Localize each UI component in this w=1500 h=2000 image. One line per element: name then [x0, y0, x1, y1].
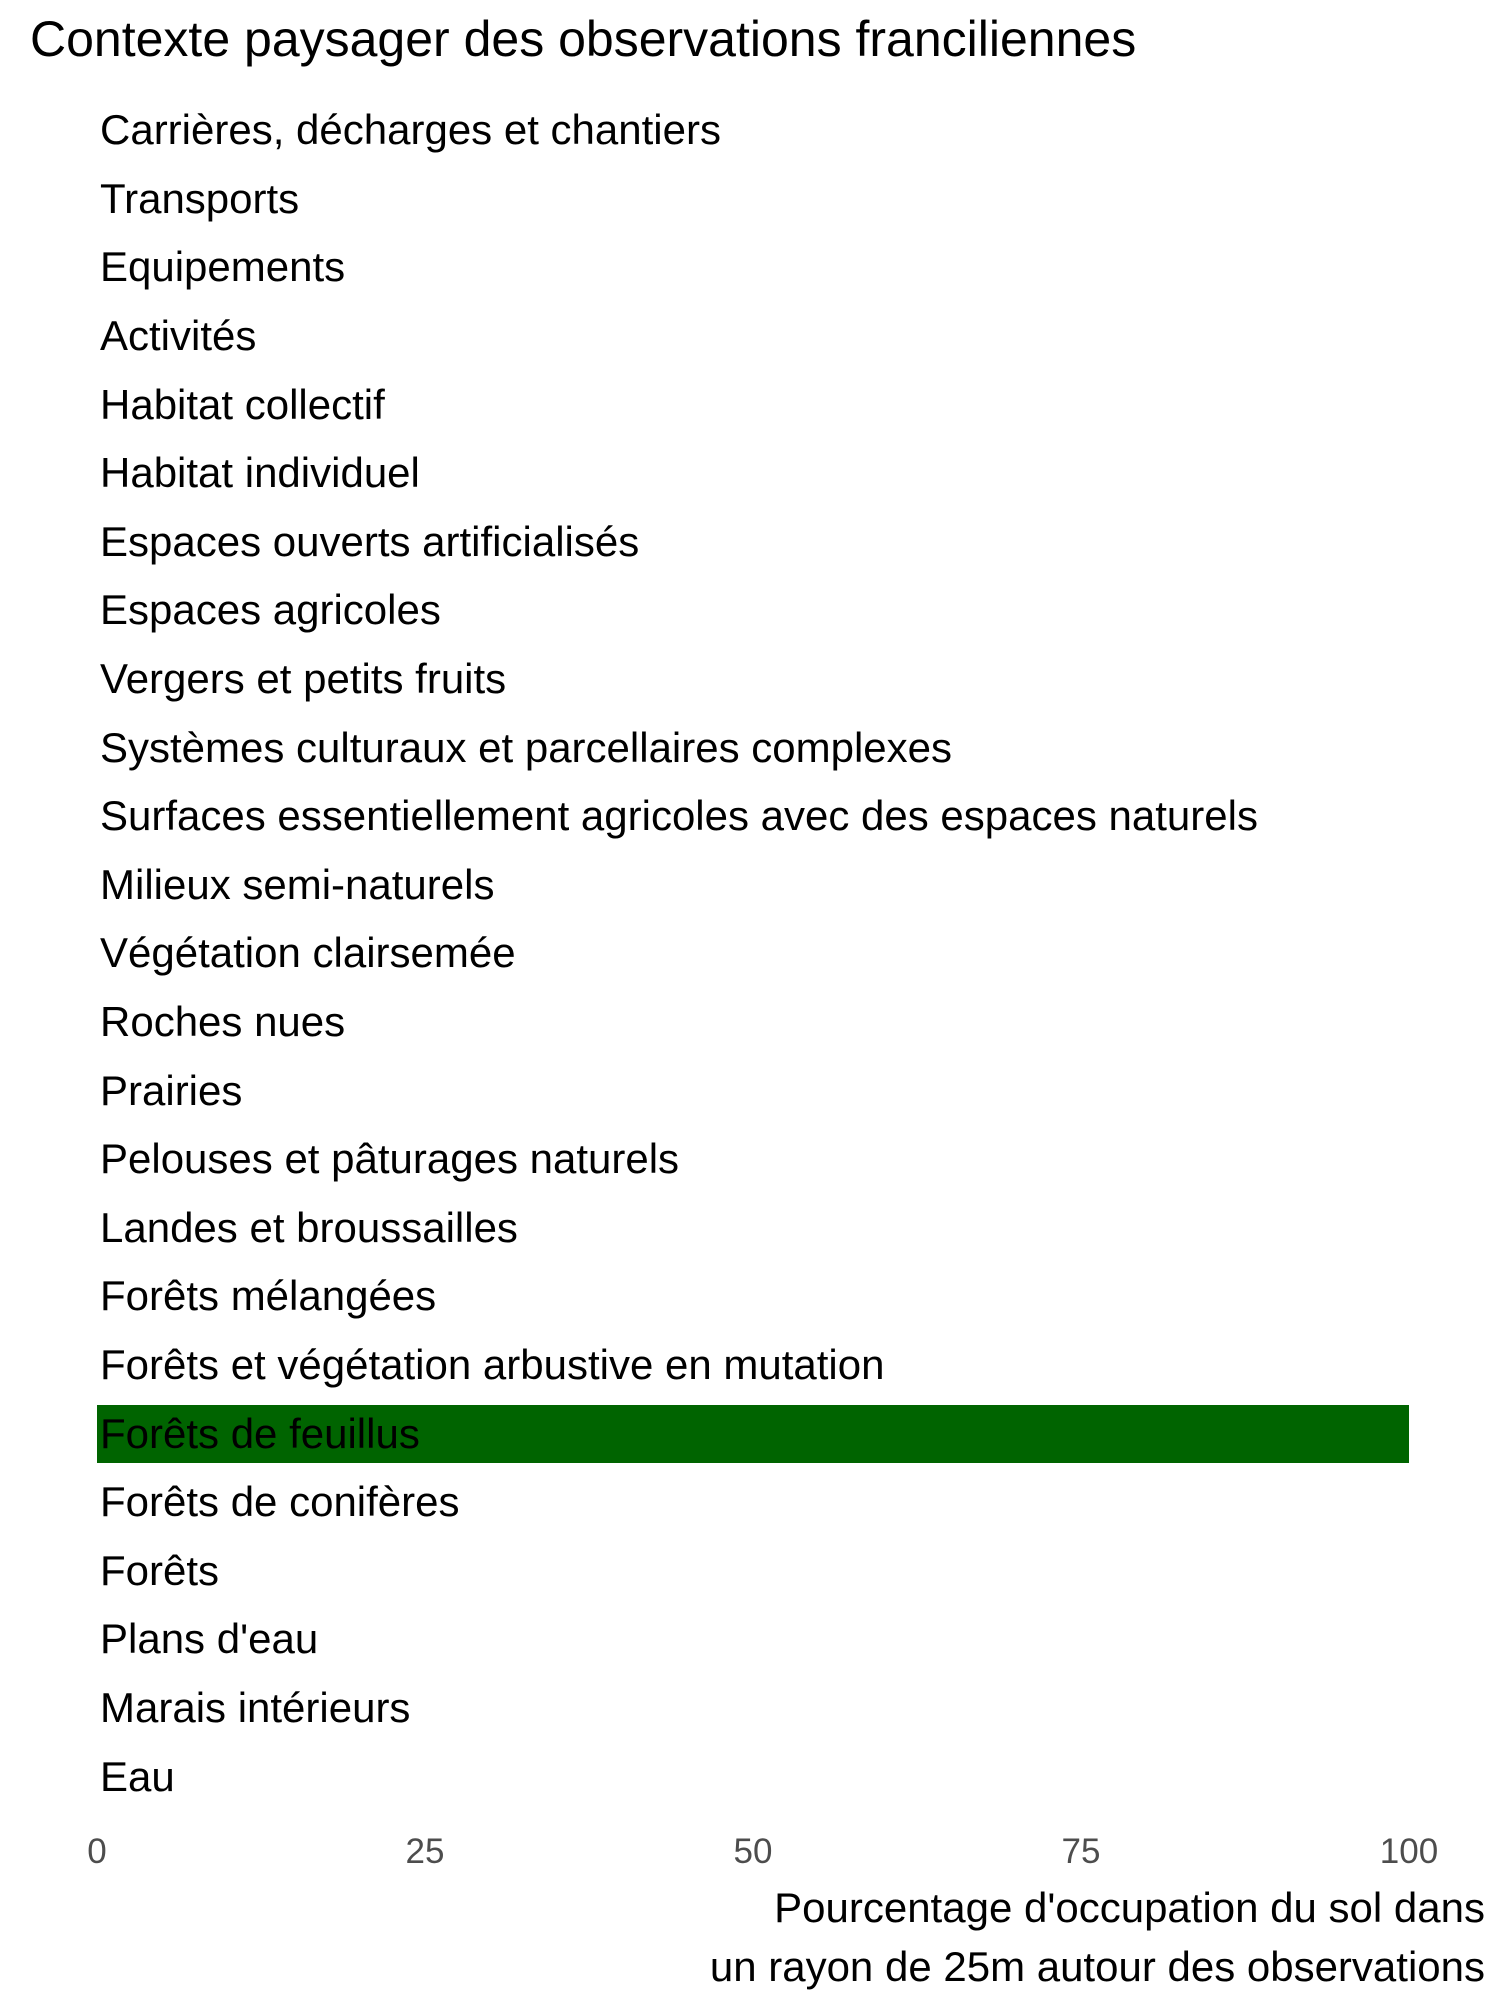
category-label: Milieux semi-naturels — [100, 860, 495, 908]
category-label: Pelouses et pâturages naturels — [100, 1135, 680, 1183]
category-row — [0, 233, 1500, 302]
category-label: Espaces agricoles — [100, 586, 441, 634]
category-label: Forêts mélangées — [100, 1272, 437, 1320]
category-row — [0, 576, 1500, 645]
category-row — [0, 508, 1500, 577]
x-axis-title — [710, 1878, 1485, 1996]
category-label: Habitat individuel — [100, 449, 420, 497]
category-row — [0, 96, 1500, 165]
category-label: Habitat collectif — [100, 380, 385, 428]
category-label: Forêts de feuillus — [100, 1409, 420, 1457]
category-label: Forêts — [100, 1546, 220, 1594]
category-row — [0, 1399, 1500, 1468]
category-row — [0, 302, 1500, 371]
category-row — [0, 851, 1500, 920]
x-tick-label: 100 — [1379, 1832, 1439, 1871]
category-row — [0, 1125, 1500, 1194]
category-row — [0, 439, 1500, 508]
x-axis — [0, 1832, 1500, 1876]
category-label: Systèmes culturaux et parcellaires complexes — [100, 723, 953, 771]
category-label: Equipements — [100, 243, 346, 291]
category-row — [0, 1605, 1500, 1674]
category-label: Forêts de conifères — [100, 1478, 460, 1526]
category-label: Transports — [100, 174, 300, 222]
x-tick-label: 0 — [87, 1832, 107, 1871]
category-row — [0, 988, 1500, 1057]
category-row — [0, 1468, 1500, 1537]
category-row — [0, 1536, 1500, 1605]
chart-title: Contexte paysager des observations franciliennes — [30, 11, 1137, 67]
category-label: Activités — [100, 312, 257, 360]
category-row — [0, 1742, 1500, 1811]
category-row — [0, 1056, 1500, 1125]
category-row — [0, 713, 1500, 782]
category-row — [0, 919, 1500, 988]
category-row — [0, 645, 1500, 714]
category-label: Plans d'eau — [100, 1615, 319, 1663]
category-label: Surfaces essentiellement agricoles avec des espaces naturels — [100, 792, 1258, 840]
category-row — [0, 782, 1500, 851]
category-row — [0, 165, 1500, 234]
category-label: Vergers et petits fruits — [100, 655, 507, 703]
category-label: Végétation clairsemée — [100, 929, 516, 977]
category-row — [0, 370, 1500, 439]
category-row — [0, 1331, 1500, 1400]
x-tick-label: 75 — [1061, 1832, 1101, 1871]
category-row — [0, 1194, 1500, 1263]
category-label: Carrières, décharges et chantiers — [100, 106, 721, 154]
x-axis-title-line-2: un rayon de 25m autour des observations — [709, 1943, 1485, 1990]
x-axis-title-line-1: Pourcentage d'occupation du sol dans — [774, 1884, 1485, 1931]
category-label: Roches nues — [100, 998, 346, 1046]
x-tick-label: 25 — [405, 1832, 445, 1871]
category-label: Marais intérieurs — [100, 1683, 411, 1731]
category-label: Prairies — [100, 1066, 243, 1114]
category-label: Landes et broussailles — [100, 1203, 518, 1251]
plot-area — [0, 96, 1500, 1811]
category-label: Forêts et végétation arbustive en mutation — [100, 1340, 885, 1388]
category-label: Eau — [100, 1752, 175, 1800]
x-tick-label: 50 — [733, 1832, 773, 1871]
category-row — [0, 1262, 1500, 1331]
category-label: Espaces ouverts artificialisés — [100, 517, 640, 565]
category-row — [0, 1674, 1500, 1743]
